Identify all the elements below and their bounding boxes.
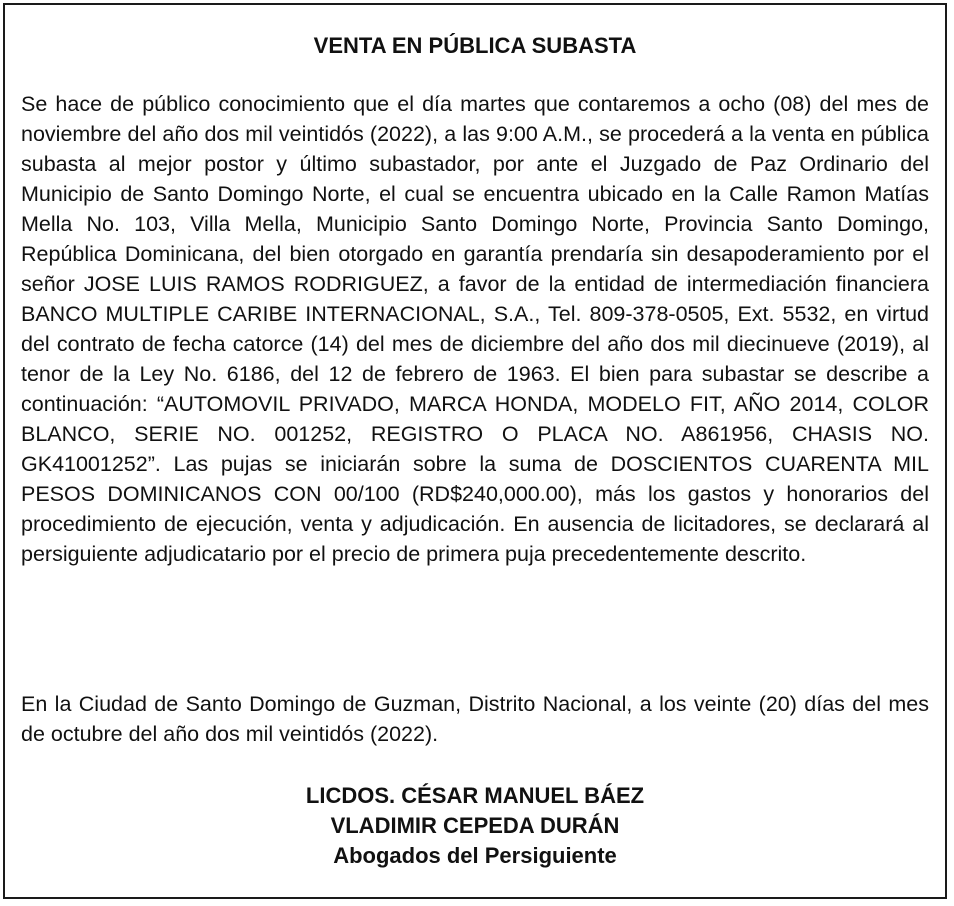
signature-block [5, 781, 945, 871]
legal-notice [3, 3, 947, 899]
notice-date-paragraph: En la Ciudad de Santo Domingo de Guzman, Distrito Nacional, a los veinte (20) días del mes de octubre del año dos mil veintidós (2022). [21, 692, 929, 746]
signature-line-role: Abogados del Persiguiente [333, 843, 617, 868]
signature-line-lawyer-2: VLADIMIR CEPEDA DURÁN [330, 813, 620, 838]
notice-body-paragraph: Se hace de público conocimiento que el día martes que contaremos a ocho (08) del mes de noviembre del año dos mil veintidós (2022), a las 9:00 A.M., se procederá a la venta en pública subasta al mejor postor y último subastador, por ante el Juzgado de Paz Ordinario del Municipio de Santo Domingo Norte, el cual se encuentra ubicado en la Calle Ramon Matías Mella No. 103, Villa Mella, Municipio Santo Domingo Norte, Provincia Santo Domingo, República Dominicana, del bien otorgado en garantía prendaría sin desapoderamiento por el señor JOSE LUIS RAMOS RODRIGUEZ, a favor de la entidad de intermediación financiera BANCO MULTIPLE CARIBE INTERNACIONAL, S.A., Tel. 809-378-0505, Ext. 5532, en virtud del contrato de fecha catorce (14) del mes de diciembre del año dos mil diecinueve (2019), al tenor de la Ley No. 6186, del 12 de febrero de 1963. El bien para subastar se describe a continuación: “AUTOMOVIL PRIVADO, MARCA HONDA, MODELO FIT, AÑO 2014, COLOR BLANCO, SERIE NO. 001252, REGISTRO O PLACA NO. A861956, CHASIS NO. GK41001252”. Las pujas se iniciarán sobre la suma de DOSCIENTOS CUARENTA MIL PESOS DOMINICANOS CON 00/100 (RD$240,000.00), más los gastos y honorarios del procedimiento de ejecución, venta y adjudicación. En ausencia de licitadores, se declarará al persiguiente adjudicatario por el precio de primera puja precedentemente descrito. [21, 92, 929, 566]
signature-line-lawyer-1: LICDOS. CÉSAR MANUEL BÁEZ [305, 783, 645, 808]
notice-title: VENTA EN PÚBLICA SUBASTA [313, 33, 637, 58]
